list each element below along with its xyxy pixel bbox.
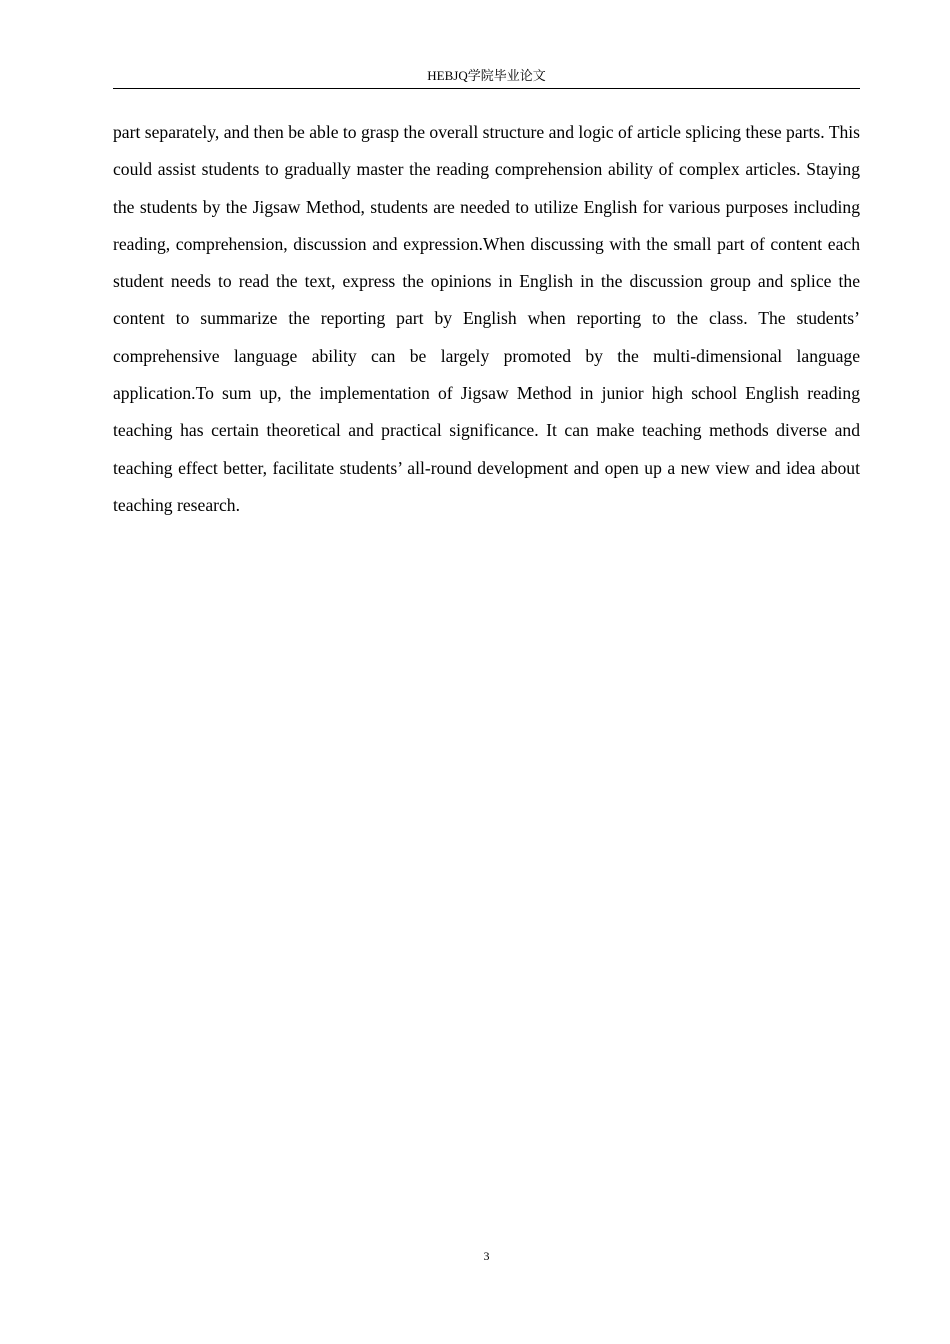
page-number: 3 (483, 1249, 490, 1263)
page-header: HEBJQ学院毕业论文 (113, 66, 860, 89)
body-paragraph: part separately, and then be able to grasp the overall structure and logic of article splicing these parts. This could assist students to gradually master the reading comprehension ability of complex articles. Staying the students by the Jigsaw Method, students are needed to utilize English for various purposes including reading, comprehension, discussion and expression.When discussing with the small part of content each student needs to read the text, express the opinions in English in the discussion group and splice the content to summarize the reporting part by English when reporting to the class. The students’ comprehensive language ability can be largely promoted by the multi-dimensional language application.To sum up, the implementation of Jigsaw Method in junior high school English reading teaching has certain theoretical and practical significance. It can make teaching methods diverse and teaching effect better, facilitate students’ all-round development and open up a new view and idea about teaching research. (113, 122, 860, 515)
